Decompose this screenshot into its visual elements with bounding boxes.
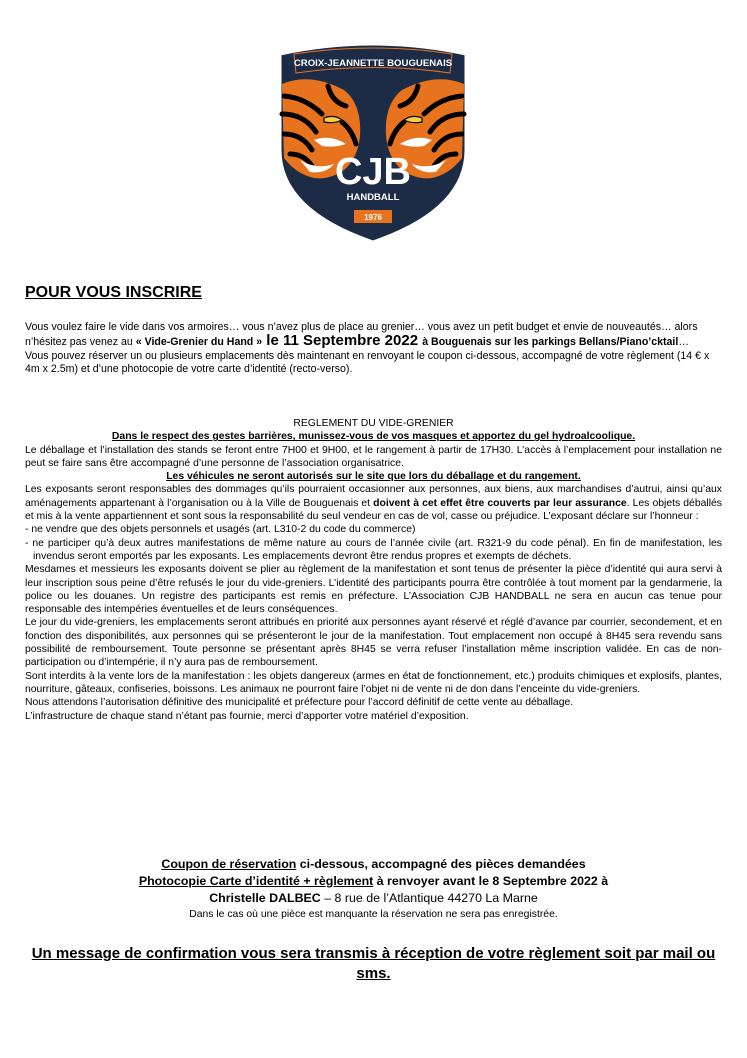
reservation-paragraph: Vous pouvez réserver un ou plusieurs emplacements dès maintenant en renvoyant le coupon ci-dessous, accompagné de votre règlement (14 € x 4m x 2.5m) et d’une photocopie de votre carte d’identité (recto-verso).: [25, 349, 710, 376]
rules-title: REGLEMENT DU VIDE-GRENIER: [293, 418, 454, 429]
event-name: « Vide-Grenier du Hand »: [135, 336, 263, 349]
recipient-line: [25, 890, 722, 907]
club-monogram: CJB: [334, 151, 412, 193]
intro-section: [25, 321, 721, 377]
club-sport: HANDBALL: [346, 192, 400, 203]
sanitary-notice: Dans le respect des gestes barrières, munissez-vous de vos masques et apportez du gel hydroalcoolique.: [111, 431, 636, 443]
setup-paragraph: Le déballage et l’installation des stands se feront entre 7H00 et 9H00, et le rangement à partir de 17H30. L’accès à l’emplacement pour installation ne peut se faire sans être accompagné d’une personne de l’association organisatrice.: [25, 444, 722, 469]
recipient-address: – 8 rue de l’Atlantique 44270 La Marne: [320, 891, 538, 905]
liability-paragraph: [25, 483, 722, 523]
insurance-notice: doivent à cet effet être couverts par leur assurance: [373, 497, 627, 509]
event-location: à Bouguenais sur les parkings Bellans/Piano’cktail: [422, 336, 679, 349]
liability-text-a: Les exposants seront responsables des dommages qu’ils pourraient occasionner aux personnes, aux biens, aux marchandises d’autrui, ainsi qu’aux aménagements appartenant à l’organisation ou à la Ville de Bouguenais et: [25, 484, 722, 509]
allocation-paragraph: Le jour du vide-greniers, les emplacements seront attribués en priorité aux personnes ayant réservé et réglé d’avance par courrier, secondement, et en fonction des disponibilités, aux personnes qui se présenteront le jour de la manifestation. Tout emplacement non occupé à 8H45 sera revendu sans possibilité de remboursement. Toute personne se présentant après 8H45 se verra refuser l’installation même inscription validée. En cas de non-participation ou d’intempérie, il n’y aura pas de remboursement.: [25, 617, 722, 669]
intro-au: au: [118, 336, 136, 349]
coupon-deadline: à renvoyer avant le 8 Septembre 2022 à: [373, 874, 609, 888]
coupon-label: Coupon de réservation: [161, 857, 297, 871]
photocopy-line: [25, 873, 722, 890]
intro-paragraph: [25, 321, 721, 350]
identity-paragraph: Mesdames et messieurs les exposants doivent se plier au règlement de la manifestation et sont tenus de présenter la pièce d’identité qui aura servi à leur inscription sous peine d’être refusés le jour du vide-greniers. L’identité des participants pourra être contrôlée à tout moment par la gendarmerie, la police ou les douanes. Un registre des participants est remis en préfecture. L’Association CJB HANDBALL ne sera en aucun cas tenue pour responsable des intempéries éventuelles et de leurs conséquences.: [25, 564, 722, 616]
rules-section: [25, 417, 722, 723]
intro-text: Vous voulez faire le vide dans vos armoires… vous n’avez plus de place au grenier… vous avez un petit budget et envie de nouveautés… alors n’hésitez pas venez: [25, 321, 698, 349]
event-date: le 11 Septembre 2022: [262, 332, 423, 350]
coupon-rest: ci-dessous, accompagné des pièces demandées: [296, 857, 586, 871]
club-name: CROIX-JEANNETTE BOUGUENAIS: [293, 58, 453, 69]
coupon-section: [25, 856, 722, 922]
page-heading: POUR VOUS INSCRIRE: [25, 284, 202, 301]
photocopy-label: Photocopie Carte d’identité + règlement: [138, 874, 374, 888]
declaration-item-2: - ne participer qu’à deux autres manifestations de même nature au cours de l’année civile (art. R321-9 du code pénal). En fin de manifestation, les invendus seront emportés par les exposants. Les emplacements devront être rendus propres et exempts de déchets.: [25, 537, 722, 562]
club-logo: [270, 40, 476, 244]
forbidden-paragraph: Sont interdits à la vente lors de la manifestation : les objets dangereux (armes en état de fonctionnement, etc.) produits chimiques et explosifs, plantes, nourriture, gâteaux, confiseries, boissons. Les animaux ne pourront faire l’objet ni de vente ni de don dans l’enceinte du vide-greniers.: [25, 670, 722, 695]
club-year: 1976: [364, 213, 382, 222]
authorization-paragraph: Nous attendons l’autorisation définitive des municipalité et préfecture pour l’accord définitif de cette vente au déballage.: [25, 697, 574, 709]
intro-ellipsis: …: [678, 336, 689, 349]
coupon-line: [25, 856, 722, 873]
recipient-name: Christelle DALBEC: [209, 891, 321, 905]
liability-text-c: . Les objets déballés et mis à la vente appartiennent et sont sous la responsabilité du seul vendeur en cas de vol, casse ou préjudice. L’exposant déclare sur l’honneur :: [25, 497, 722, 523]
coupon-note: Dans le cas où une pièce est manquante la réservation ne sera pas enregistrée.: [189, 909, 558, 920]
infrastructure-paragraph: L’infrastructure de chaque stand n’étant pas fournie, merci d’apporter votre matériel d’exposition.: [25, 710, 469, 722]
declaration-item-1: - ne vendre que des objets personnels et usagés (art. L310-2 du code du commerce): [25, 524, 416, 536]
vehicles-notice: Les véhicules ne seront autorisés sur le site que lors du déballage et du rangement.: [166, 471, 581, 483]
confirmation-message: Un message de confirmation vous sera transmis à réception de votre règlement soit par mail ou sms.: [31, 945, 716, 982]
